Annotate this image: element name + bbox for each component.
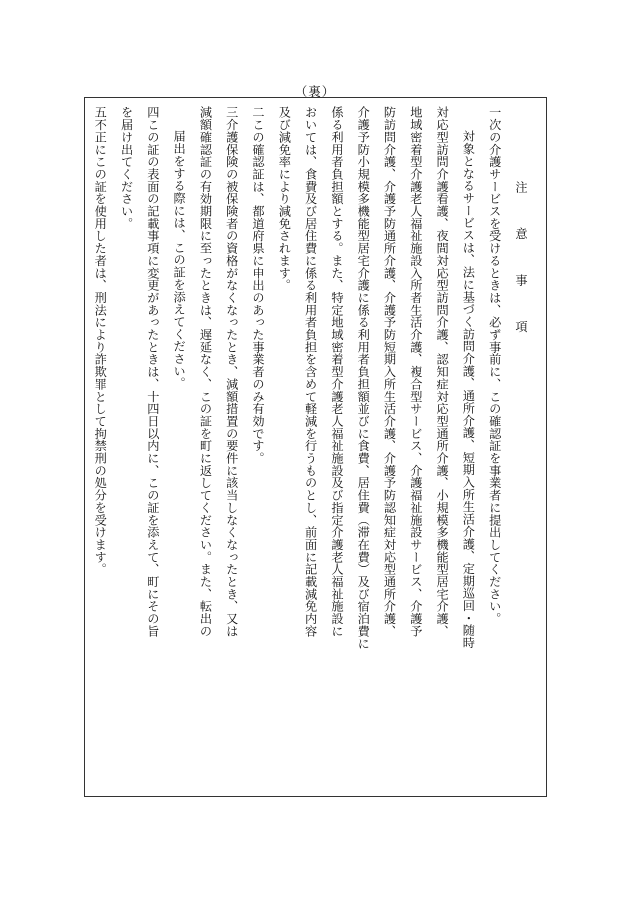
note-number-3: 三	[224, 106, 239, 119]
note-number-2: 二	[251, 106, 266, 119]
note-item-2	[245, 106, 271, 786]
note-1-line-5: 防訪問介護、介護予防通所介護、介護予防短期入所生活介護、介護予防認知症対応型通所介護、	[382, 106, 397, 638]
note-number-5: 五	[93, 106, 108, 119]
notes-title: 注 意 事 項	[514, 181, 528, 344]
note-3-line-3: 届出をする際には、この証を添えてください。	[172, 130, 187, 390]
note-1-line-3: 対応型訪問介護看護、夜間対応型訪問介護、認知症対応型通所介護、小規模多機能型居宅介護、	[435, 106, 450, 638]
note-1-line-2: 対象となるサービスは、法に基づく訪問介護、通所介護、短期入所生活介護、定期巡回・随時	[461, 130, 476, 649]
note-number-1: 一	[487, 106, 502, 119]
note-2-line-1: この確認証は、都道府県に申出のあった事業者のみ有効です。	[251, 118, 266, 465]
note-5-line-1: 不正にこの証を使用した者は、刑法により詐欺罪として拘禁刑の処分を受けます。	[93, 118, 108, 576]
notes-column	[87, 106, 534, 786]
note-1-line-4: 地域密着型介護老人福祉施設入所者生活介護、複合型サービス、介護福祉施設サービス、介護予	[408, 106, 423, 638]
note-4-line-1: この証の表面の記載事項に変更があったときは、十四日以内に、この証を添えて、町にその旨	[145, 118, 160, 638]
note-1-line-6: 介護予防小規模多機能型居宅介護に係る利用者負担額並びに食費、居住費（滞在費）及び宿泊費に	[356, 106, 371, 650]
note-item-1	[481, 106, 507, 786]
note-item-4	[140, 106, 166, 786]
page-header: （裏）	[294, 84, 336, 99]
note-item-5	[87, 106, 113, 786]
note-1-line-9: 及び減免率により減免されます。	[277, 106, 292, 292]
note-3-line-1: 介護保険の被保険者の資格がなくなったとき、減額措置の要件に該当しなくなったとき、又は	[224, 118, 239, 638]
note-1-line-8: おいては、食費及び居住費に係る利用者負担を含めて軽減を行うものとし、前面に記載減免内容	[303, 106, 318, 638]
note-1-line-7: 係る利用者負担額とする。また、特定地域密着型介護老人福祉施設及び指定介護老人福祉施設に	[329, 106, 344, 638]
note-3-line-2: 減額確認証の有効期限に至ったときは、遅延なく、この証を町に返してください。また、転出の	[198, 106, 213, 638]
notes-frame	[84, 97, 547, 797]
note-1-line-1: 次の介護サービスを受けるときは、必ず事前に、この確認証を事業者に提出してください。	[487, 118, 502, 625]
note-item-3	[218, 106, 244, 786]
note-number-4: 四	[145, 106, 160, 119]
note-4-line-2: を届け出てください。	[119, 106, 134, 230]
